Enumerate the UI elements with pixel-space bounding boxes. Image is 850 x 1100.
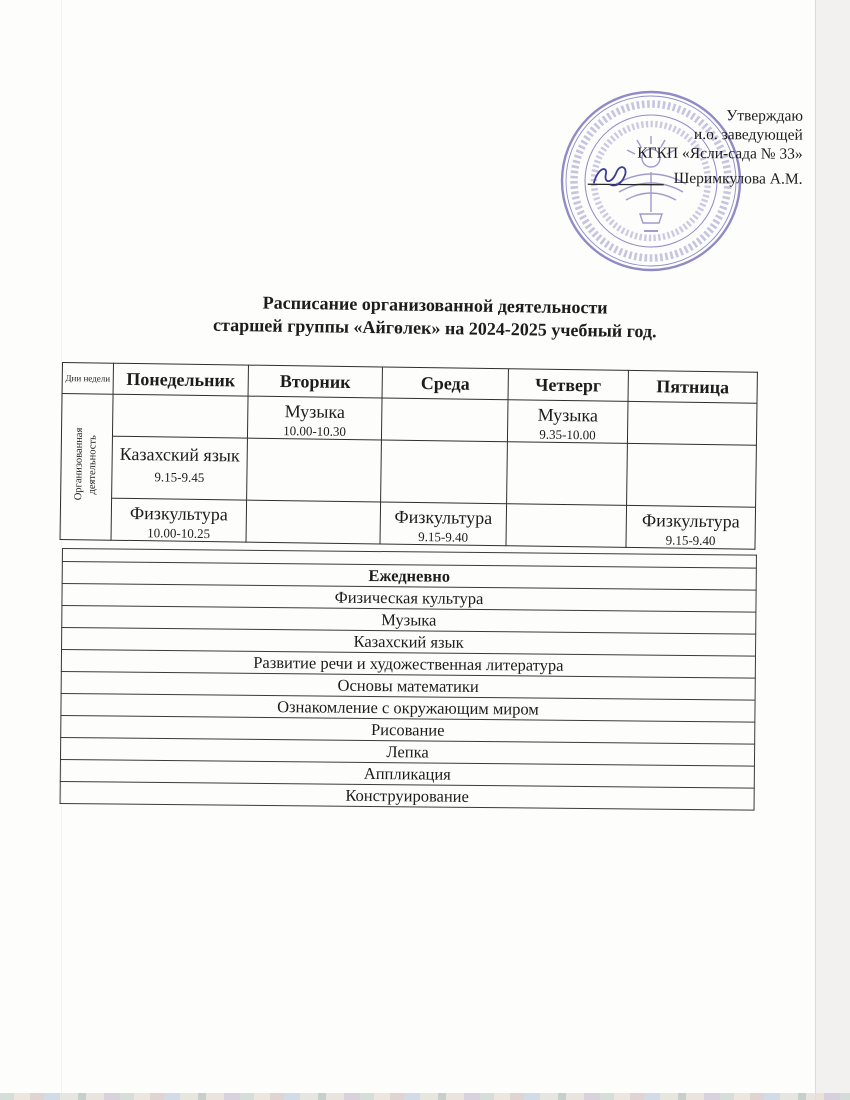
signature-row <box>586 162 803 197</box>
activity <box>383 398 508 401</box>
activity-time: 10.00-10.30 <box>283 423 347 440</box>
daily-item: Музыка <box>62 606 756 635</box>
schedule-cell <box>247 438 382 502</box>
day-header-wednesday: Среда <box>382 367 508 400</box>
daily-activities <box>60 548 757 811</box>
activity-time: 10.00-10.25 <box>147 525 211 542</box>
side-label: Организованная деятельность <box>73 427 99 501</box>
schedule-row-3 <box>60 498 756 550</box>
activity-time: 9.15-9.45 <box>154 469 205 486</box>
activity <box>507 504 626 507</box>
approval-line-1: Утверждаю <box>726 107 804 125</box>
scan-bottom-noise-strip <box>0 1093 850 1100</box>
activity: Музыка <box>537 404 599 426</box>
activity: Физкультура <box>129 503 228 525</box>
activity: Казахский язык <box>119 443 240 466</box>
schedule-cell <box>111 498 247 542</box>
activity: Физкультура <box>641 510 740 532</box>
daily-item: Казахский язык <box>62 628 756 657</box>
daily-item: Аппликация <box>60 759 754 788</box>
schedule-cell <box>112 436 248 500</box>
daily-item: Развитие речи и художественная литература <box>61 650 755 679</box>
daily-item: Рисование <box>61 715 755 744</box>
schedule-cell <box>507 400 628 444</box>
approval-line-3: КГКП «Ясли-сада № 33» <box>637 144 804 163</box>
daily-item: Основы математики <box>61 671 755 700</box>
schedule-table <box>60 362 758 550</box>
activity <box>248 439 381 442</box>
schedule-cell <box>247 396 382 440</box>
schedule-cell <box>112 394 248 438</box>
activity <box>628 402 756 405</box>
document-title <box>0 288 850 347</box>
daily-table <box>60 548 757 811</box>
scan-page-edge-line <box>61 0 62 1100</box>
title-line-2: старшей группы «Айгөлек» на 2024-2025 учебный год. <box>212 314 657 342</box>
day-header-monday: Понедельник <box>113 363 248 396</box>
schedule-cell <box>506 504 627 548</box>
signature-handwriting <box>586 162 666 196</box>
activity: Физкультура <box>394 506 493 529</box>
activity-time: 9.15-9.40 <box>418 529 469 545</box>
schedule-cell <box>380 502 507 546</box>
activity-time: 9.35-10.00 <box>539 426 596 443</box>
schedule-cell <box>627 401 757 445</box>
weekly-schedule <box>60 362 758 550</box>
schedule-row-2 <box>61 436 757 508</box>
activity <box>382 441 507 444</box>
schedule-cell <box>507 442 628 506</box>
approval-line-2: и.о. заведующей <box>694 125 804 144</box>
daily-item: Физическая культура <box>62 584 756 613</box>
activity <box>247 501 380 504</box>
activity-time: 9.15-9.40 <box>665 532 716 549</box>
daily-item: Лепка <box>60 737 754 766</box>
schedule-cell <box>627 443 757 507</box>
day-header-friday: Пятница <box>628 370 757 403</box>
activity: Музыка <box>284 401 346 422</box>
signature-icon <box>586 162 666 191</box>
day-header-thursday: Четверг <box>508 369 628 402</box>
scan-right-margin <box>815 0 850 1100</box>
schedule-cell <box>381 440 508 504</box>
schedule-cell <box>246 500 381 544</box>
activity <box>508 442 627 445</box>
day-header-tuesday: Вторник <box>248 365 382 398</box>
daily-item: Конструирование <box>60 781 754 810</box>
approval-block <box>586 105 803 197</box>
daily-header: Ежедневно <box>62 562 756 591</box>
activity <box>114 395 248 398</box>
activity <box>628 444 756 447</box>
title-line-1: Расписание организованной деятельности <box>262 292 608 318</box>
daily-item: Ознакомление с окружающим миром <box>61 693 755 722</box>
signatory-name: Шеримкулова А.М. <box>673 169 803 188</box>
schedule-cell <box>626 505 756 549</box>
side-label-cell <box>60 394 113 541</box>
corner-label: Дни недели <box>62 363 113 395</box>
schedule-cell <box>381 398 508 442</box>
